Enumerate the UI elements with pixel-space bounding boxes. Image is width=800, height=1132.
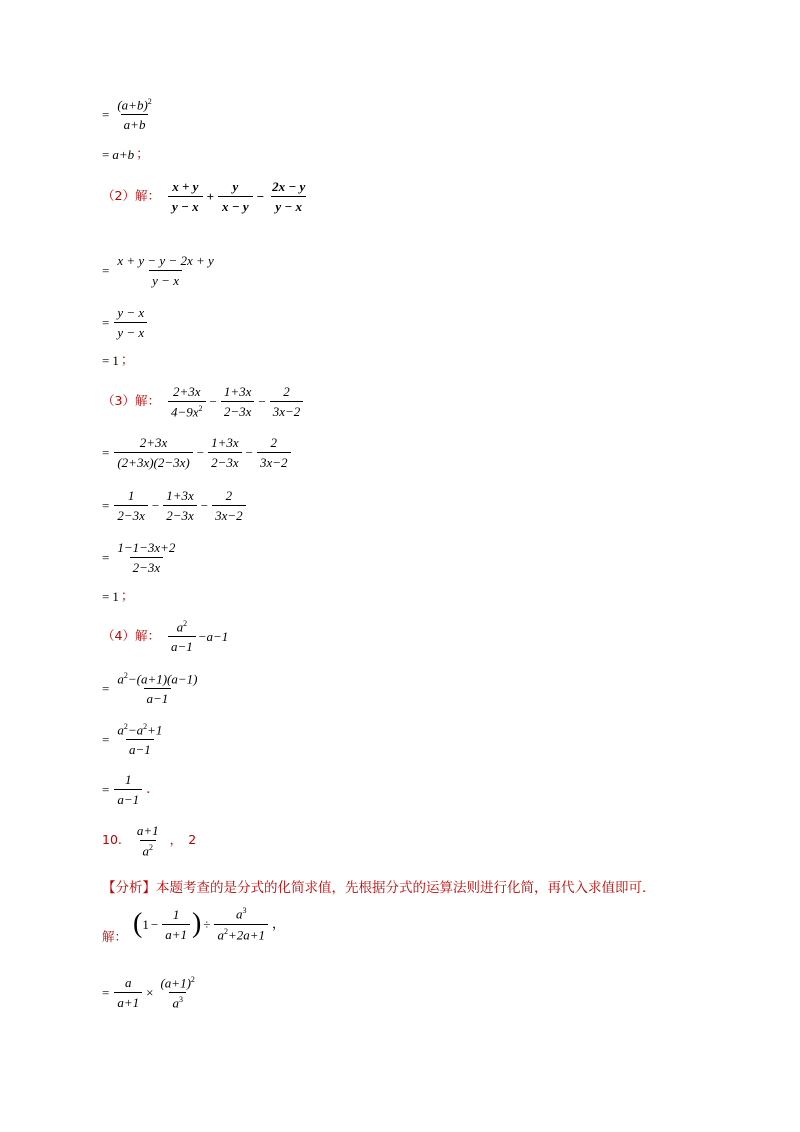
part-label: （4）解： — [102, 628, 160, 644]
eq-line-1 — [102, 98, 157, 131]
part4-result: = $\frac{1}{a-1}$ . — [102, 772, 151, 807]
eq-line-2: = a+b ； — [102, 147, 150, 162]
equals-sign: = — [102, 107, 110, 123]
part4-step1: = $\frac{a^2-(a+1)(a-1)}{a-1}$ — [102, 671, 198, 707]
solution-step1: = $\frac{a}{a+1}$ × $\frac{(a+1)^2}{a^3}$ — [102, 975, 195, 1011]
part4-step2: = $\frac{a^2-a^2+1}{a-1}$ — [102, 722, 163, 758]
part4-problem: （4）解： $\frac{a^2}{a-1}$ −a−1 — [102, 619, 229, 655]
analysis-text: 【分析】本题考查的是分式的化简求值，先根据分式的运算法则进行化简，再代入求值即可． — [102, 880, 656, 896]
question-number: 10. — [102, 832, 122, 848]
fraction: $\frac{(a+b)^2}{a+b}$ — [117, 97, 152, 133]
part-label: （3）解： — [102, 393, 160, 409]
result: a+b — [112, 147, 135, 162]
part2-problem: （2）解： $\frac{x + y}{y - x}$ + $\frac{y}{x - y}$ − $\frac{2x - y}{y - x}$ — [102, 179, 306, 214]
solution-problem: 解： ( 1 − $\frac{1}{a+1}$ ) ÷ $\frac{a^3}{a^2+2a+1}$ ， — [102, 906, 285, 944]
part3-step2: = $\frac{1}{2-3x}$ − $\frac{1+3x}{2-3x}$ − $\frac{2}{3x-2}$ — [102, 489, 248, 522]
part-label: （2）解： — [102, 188, 160, 204]
part3-problem: （3）解： $\frac{2+3x}{4-9x^2}$ − $\frac{1+3x}{2-3x}$ − $\frac{2}{3x-2}$ — [102, 385, 305, 418]
part3-step3: = $\frac{1-1-3x+2}{2-3x}$ — [102, 540, 176, 575]
part2-result: = 1 ； — [102, 353, 134, 368]
part2-step2: = $\frac{y - x}{y - x}$ — [102, 306, 149, 339]
part2-step1: = $\frac{x + y - y - 2x + y}{y - x}$ — [102, 253, 214, 288]
q10-answer: 10. $\frac{a+1}{a^2}$ ， 2 — [102, 823, 197, 859]
solution-label: 解： — [102, 929, 128, 944]
part3-result: = 1 ； — [102, 589, 134, 604]
part3-step1: = $\frac{2+3x}{(2+3x)(2-3x)}$ − $\frac{1+3x}{2-3x}$ − $\frac{2}{3x-2}$ — [102, 436, 293, 469]
